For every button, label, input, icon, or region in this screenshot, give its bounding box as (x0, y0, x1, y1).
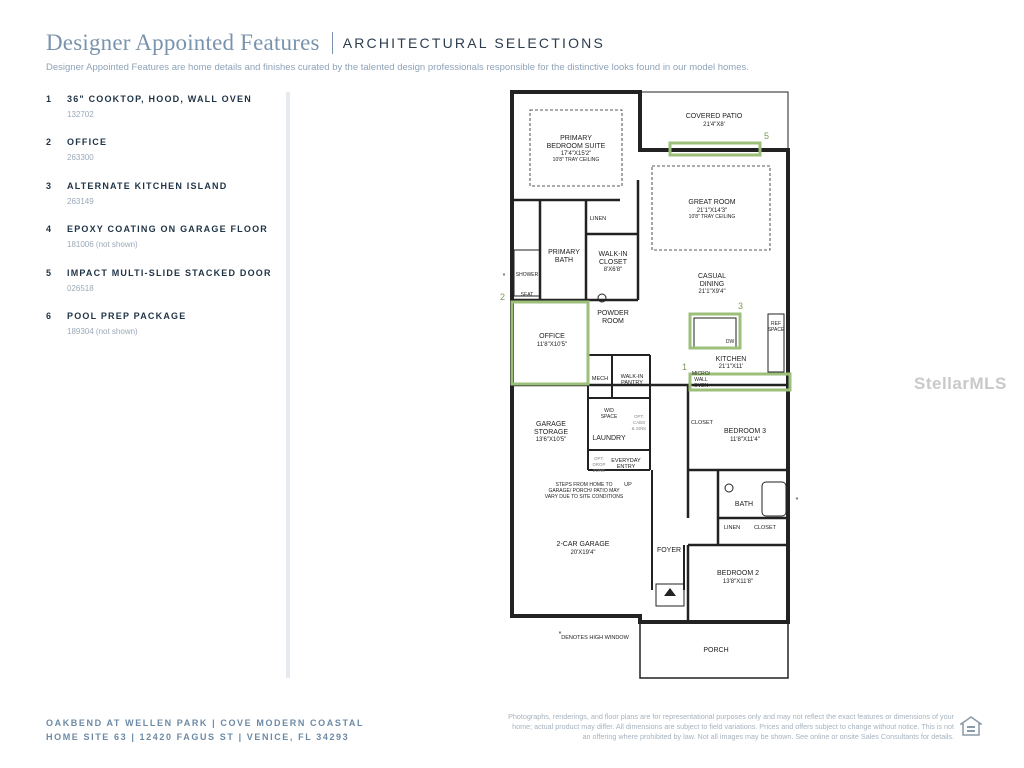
page-title: Designer Appointed Features (46, 30, 320, 55)
room-label: CABS (632, 420, 646, 425)
callout-5: 5 (764, 131, 770, 141)
room-label: EVERYDAY (611, 458, 641, 464)
room-label: SPACE (600, 414, 618, 420)
room-label: LAUNDRY (592, 435, 626, 442)
room-dim: 13'8"X11'8" (722, 579, 754, 585)
feature-item (46, 224, 276, 267)
column-divider (286, 92, 290, 678)
feature-code: 026518 (67, 283, 94, 293)
feature-code: 132702 (67, 110, 94, 119)
room-dim: 11'8"X11'4" (730, 437, 760, 443)
feature-name: IMPACT MULTI-SLIDE STACKED DOOR (67, 267, 272, 278)
room-ceiling: 10'8" TRAY CEILING (688, 214, 736, 220)
room-label: REF (771, 321, 781, 327)
room-dim: 11'8"X10'5" (536, 342, 568, 348)
page-subtitle: ARCHITECTURAL SELECTIONS (342, 35, 606, 51)
room-label: LINEN (589, 216, 607, 222)
room-label: 2-CAR GARAGE (556, 541, 610, 548)
feature-item (46, 181, 276, 224)
room-label: & SINK (631, 426, 647, 431)
room-label: COVERED PATIO (685, 113, 743, 120)
feature-number: 4 (46, 224, 53, 235)
feature-item (46, 311, 276, 354)
room-label: WALL (694, 377, 708, 383)
tagline: Designer Appointed Features are home details and finishes curated by the talented design professionals responsible for the distinctive looks found in our model homes. (46, 62, 749, 73)
feature-code: 263149 (67, 196, 94, 206)
callout-3: 3 (738, 301, 744, 311)
room-label: OPT. (593, 456, 605, 461)
room-label: UP (624, 482, 632, 488)
room-label: W/D (604, 408, 614, 414)
room-label: POWDER (597, 310, 629, 317)
room-label: BEDROOM SUITE (546, 143, 606, 150)
callout-1: 1 (682, 362, 688, 372)
interior-wall (652, 470, 684, 590)
room-dim: 21'1"X9'4" (698, 289, 726, 295)
room-label: GREAT ROOM (688, 199, 736, 206)
room-label: WALK-IN (598, 251, 628, 258)
callout-2: 2 (500, 292, 506, 302)
room-dim: 21'4"X8' (703, 122, 725, 128)
high-window-note: DENOTES HIGH WINDOW (561, 635, 629, 641)
room-label: PANTRY (621, 380, 643, 386)
feature-name: ALTERNATE KITCHEN ISLAND (67, 180, 228, 191)
room-label: SHOWER (515, 272, 539, 278)
room-label: BEDROOM 2 (716, 570, 760, 577)
room-label: DROP (592, 462, 606, 467)
room-label: CLOSET (690, 420, 714, 426)
room-label: ZONE (592, 468, 606, 473)
watermark: StellarMLS (914, 374, 1007, 393)
high-window-mark: * (795, 497, 799, 504)
room-label: STORAGE (533, 429, 569, 436)
room-label: SPACE (767, 327, 785, 333)
room-label: BATH (554, 257, 574, 264)
feature-item (46, 94, 276, 137)
high-window-mark: * (558, 631, 562, 638)
room-label: OVEN (693, 383, 709, 389)
footer-address (46, 716, 364, 744)
room-label: GARAGE (536, 421, 566, 428)
feature-number: 1 (46, 94, 53, 104)
room-label: LINEN (723, 525, 741, 531)
footer-community: OAKBEND AT WELLEN PARK | COVE MODERN COASTAL (46, 718, 365, 728)
title-divider (332, 32, 333, 54)
room-label: KITCHEN (715, 356, 747, 363)
feature-name: POOL PREP PACKAGE (67, 310, 187, 321)
room-label: DW (725, 339, 735, 345)
equal-housing-icon (960, 715, 982, 737)
room-label: MICRO/ (691, 371, 711, 377)
feature-number: 5 (46, 267, 53, 278)
room-label: PORCH (703, 647, 729, 654)
feature-item (46, 268, 276, 311)
steps-symbol (664, 588, 676, 596)
tub-outline (762, 482, 786, 516)
room-label: MECH (591, 376, 609, 382)
room-label: SEAT (520, 292, 534, 298)
steps-note: STEPS FROM HOME TO (555, 482, 613, 488)
room-label: BEDROOM 3 (723, 428, 767, 435)
feature-number: 3 (46, 180, 53, 191)
room-dim: 17'4"X15'2" (560, 151, 592, 157)
room-dim: 8'X6'8" (603, 267, 623, 273)
feature-code: 263300 (67, 153, 94, 163)
room-label: WALK-IN (620, 374, 644, 380)
footer-disclaimer: Photographs, renderings, and floor plans are for representational purposes only and may not reflect the exact features or dimensions of your home; actual product may differ. All dimensions are subject to field variations. Prices and offers subject to change without notice. This is not an offering where prohibited by law. Not all images may be shown. See online or onsite Sales Consultants for details. (508, 712, 954, 741)
room-label: CLOSET (598, 259, 628, 266)
patio-outline (640, 92, 788, 150)
feature-code: 181006 (not shown) (67, 240, 138, 250)
page-header (46, 30, 605, 56)
feature-list (46, 94, 276, 354)
high-window-mark: * (502, 273, 506, 280)
room-label: FOYER (656, 547, 682, 554)
room-label: PRIMARY (548, 249, 580, 256)
room-dim: 20'X19'4" (570, 550, 596, 556)
room-ceiling: 10'8" TRAY CEILING (552, 157, 600, 163)
room-label: ENTRY (616, 464, 636, 470)
feature-number: 6 (46, 310, 53, 321)
steps-note: GARAGE/ PORCH/ PATIO MAY (548, 488, 620, 494)
room-dim: 21'1"X14'3" (696, 208, 728, 214)
toilet-fixture (725, 484, 733, 492)
room-label: CASUAL (697, 273, 727, 280)
room-label: CLOSET (753, 525, 777, 531)
room-label: BATH (734, 501, 754, 508)
feature-name: EPOXY COATING ON GARAGE FLOOR (67, 224, 268, 235)
room-label: OPT. (633, 414, 645, 419)
feature-name: 36" COOKTOP, HOOD, WALL OVEN (67, 94, 252, 104)
room-dim: 21'1"X11' (718, 364, 744, 370)
feature-code: 189304 (not shown) (67, 326, 138, 336)
footer-homesite: HOME SITE 63 | 12420 FAGUS ST | VENICE, FL 34293 (46, 732, 350, 742)
room-label: PRIMARY (560, 135, 592, 142)
room-dim: 13'6"X10'5" (535, 437, 567, 443)
steps-note: VARY DUE TO SITE CONDITIONS (544, 494, 624, 500)
room-label: DINING (699, 281, 725, 288)
floor-plan (496, 86, 806, 698)
feature-number: 2 (46, 137, 53, 148)
room-label: ROOM (602, 318, 624, 325)
feature-item (46, 137, 276, 180)
room-label: OFFICE (539, 333, 565, 340)
feature-name: OFFICE (67, 137, 108, 148)
